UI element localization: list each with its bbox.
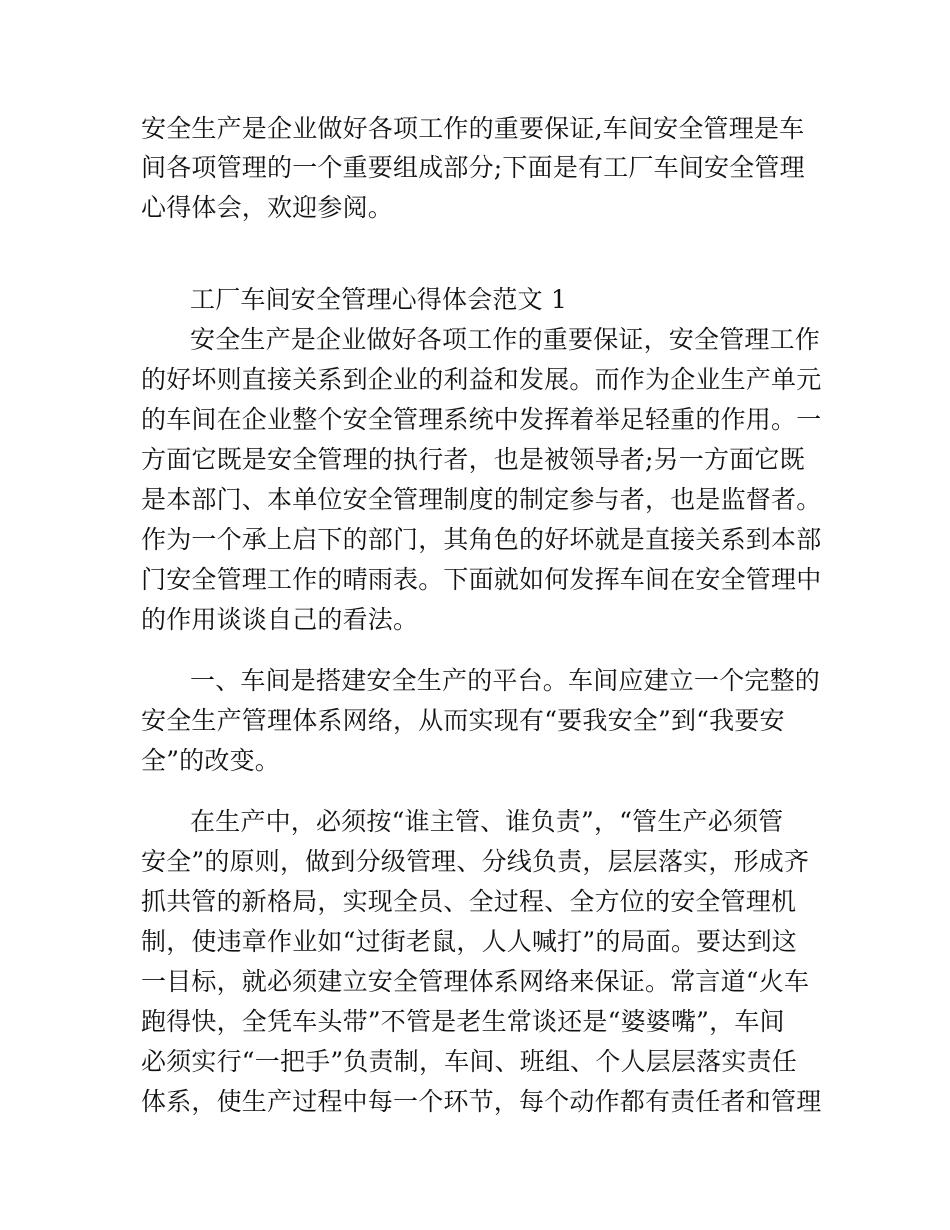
body-line-4: 方面它既是安全管理的执行者，也是被领导者;另一方面它既 — [141, 445, 805, 474]
body-line-15: 制，使违章作业如“过街老鼠，人人喊打”的局面。要达到这 — [141, 927, 797, 956]
body-line-14: 抓共管的新格局，实现全员、全过程、全方位的安全管理机 — [141, 887, 797, 916]
body-line-1: 安全生产是企业做好各项工作的重要保证，安全管理工作 — [190, 325, 821, 354]
body-line-11: 全”的改变。 — [141, 746, 280, 775]
body-line-9: 一、车间是搭建安全生产的平台。车间应建立一个完整的 — [190, 666, 821, 695]
intro-line-2: 间各项管理的一个重要组成部分;下面是有工厂车间安全管理 — [141, 153, 805, 182]
body-line-5: 是本部门、本单位安全管理制度的制定参与者，也是监督者。 — [141, 485, 822, 514]
body-line-16: 一目标，就必须建立安全管理体系网络来保证。常言道“火车 — [141, 967, 810, 996]
body-line-10: 安全生产管理体系网络，从而实现有“要我安全”到“我要安 — [141, 706, 785, 735]
body-line-17: 跑得快，全凭车头带”不管是老生常谈还是“婆婆嘴”，车间 — [141, 1007, 785, 1036]
intro-line-1: 安全生产是企业做好各项工作的重要保证,车间安全管理是车 — [141, 114, 805, 143]
intro-line-3: 心得体会，欢迎参阅。 — [141, 193, 394, 222]
body-line-13: 安全”的原则，做到分级管理、分线负责，层层落实，形成齐 — [141, 847, 810, 876]
section-title: 工厂车间安全管理心得体会范文 1 — [190, 285, 568, 314]
body-line-18: 必须实行“一把手”负责制，车间、班组、个人层层落实责任 — [141, 1047, 797, 1076]
body-line-7: 门安全管理工作的晴雨表。下面就如何发挥车间在安全管理中 — [141, 565, 822, 594]
body-line-8: 的作用谈谈自己的看法。 — [141, 605, 419, 634]
body-line-6: 作为一个承上启下的部门，其角色的好坏就是直接关系到本部 — [141, 525, 822, 554]
body-line-3: 的车间在企业整个安全管理系统中发挥着举足轻重的作用。一 — [141, 405, 822, 434]
body-line-12: 在生产中，必须按“谁主管、谁负责”，“管生产必须管 — [190, 807, 784, 836]
body-line-2: 的好坏则直接关系到企业的利益和发展。而作为企业生产单元 — [141, 365, 822, 394]
body-line-19: 体系，使生产过程中每一个环节，每个动作都有责任者和管理 — [141, 1087, 822, 1116]
